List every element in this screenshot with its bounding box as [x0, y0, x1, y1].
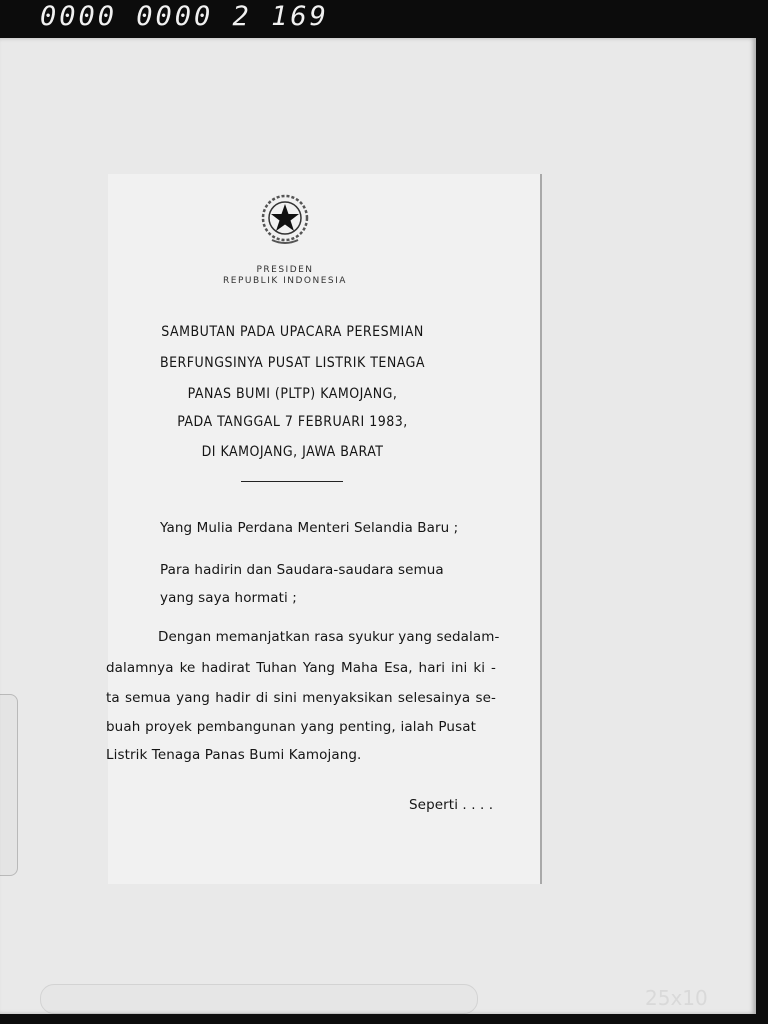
salutation-line: Yang Mulia Perdana Menteri Selandia Baru ; — [160, 520, 459, 536]
body-line: Listrik Tenaga Panas Bumi Kamojang. — [106, 747, 362, 763]
continuation-text: Seperti . . . . — [409, 797, 494, 813]
bottom-tab-outline — [40, 984, 478, 1014]
title-line: SAMBUTAN PADA UPACARA PERESMIAN — [161, 324, 424, 340]
left-edge-clip — [0, 694, 18, 876]
title-divider — [241, 481, 343, 482]
title-line: PANAS BUMI (PLTP) KAMOJANG, — [187, 386, 398, 402]
salutation-line: yang saya hormati ; — [160, 590, 297, 606]
star-wreath-icon — [254, 188, 316, 250]
body-line: ta semua yang hadir di sini menyaksikan selesainya se- — [106, 690, 496, 706]
corner-mark: 25x10 — [645, 986, 708, 1010]
body-line: Dengan memanjatkan rasa syukur yang sedalam- — [158, 629, 500, 645]
body-line: buah proyek pembangunan yang penting, ialah Pusat — [106, 719, 476, 735]
letterhead-line1: PRESIDEN — [256, 265, 314, 275]
letterhead-line2: REPUBLIK INDONESIA — [223, 276, 347, 286]
title-line: BERFUNGSINYA PUSAT LISTRIK TENAGA — [159, 355, 426, 371]
title-line: PADA TANGGAL 7 FEBRUARI 1983, — [177, 414, 408, 430]
salutation-line: Para hadirin dan Saudara-saudara semua — [160, 562, 444, 578]
film-frame-number: 0000 0000 2 169 — [40, 1, 329, 32]
title-line: DI KAMOJANG, JAWA BARAT — [201, 444, 384, 460]
body-line: dalamnya ke hadirat Tuhan Yang Maha Esa, hari ini ki - — [106, 660, 496, 676]
